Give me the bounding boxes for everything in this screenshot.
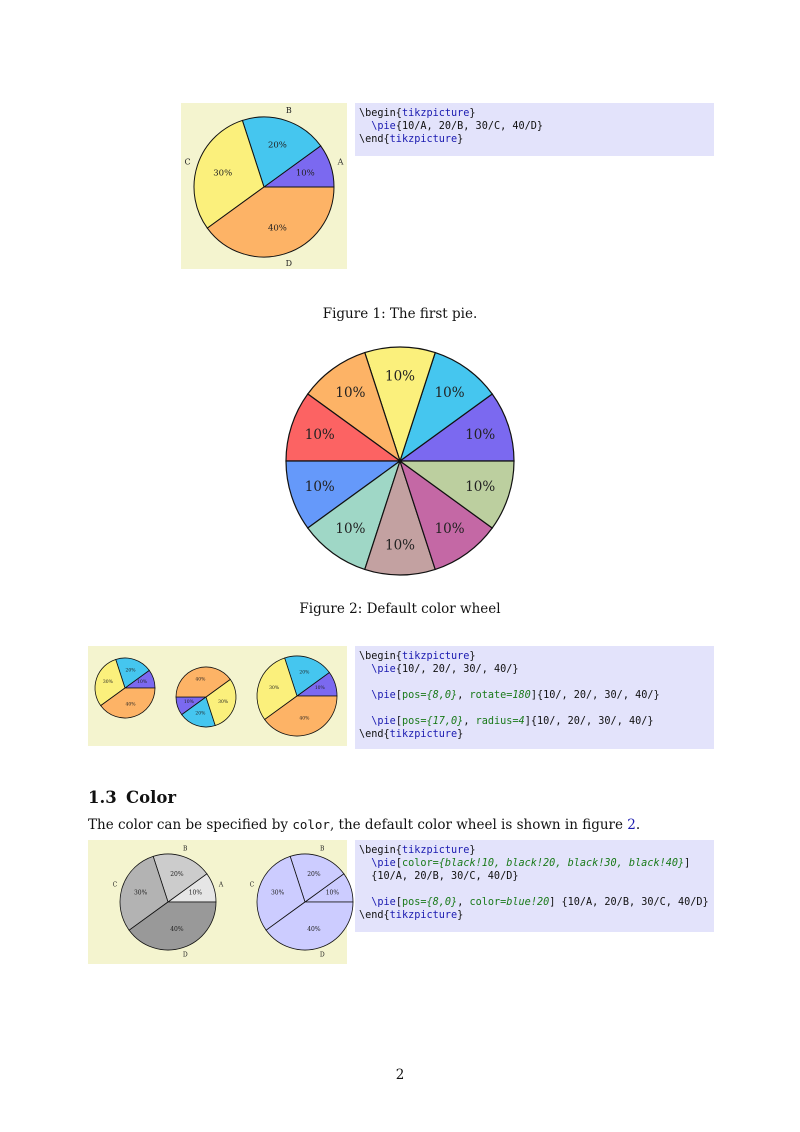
pie-large-radius — [257, 656, 337, 736]
code-line: \begin{tikzpicture} — [359, 651, 476, 662]
pie-default — [95, 658, 155, 718]
slice-percent-label: 10% — [465, 479, 496, 496]
slice-category-label: C — [249, 881, 255, 889]
code-line — [359, 883, 714, 896]
paragraph-code: color — [292, 817, 330, 832]
slice-percent-label: 10% — [434, 521, 465, 538]
slice-category-label: D — [182, 951, 188, 959]
section-heading — [88, 788, 176, 807]
figure2-color-wheel-chart — [278, 341, 522, 585]
slice-percent-label: 20% — [307, 871, 321, 879]
slice-percent-label: 10% — [335, 521, 366, 538]
slice-percent-label: 10% — [314, 686, 325, 692]
slice-percent-label: 20% — [170, 871, 184, 879]
slice-percent-label: 40% — [125, 702, 136, 708]
slice-category-label: A — [337, 157, 344, 167]
pie-A-B-C-D — [184, 106, 343, 268]
slice-category-label: C — [184, 157, 191, 167]
figure1-panel — [181, 103, 347, 269]
figure3-panel — [88, 646, 347, 746]
code-line: \pie{10/, 20/, 30/, 40/} — [371, 664, 519, 675]
slice-percent-label: 40% — [195, 677, 206, 683]
slice-percent-label: 30% — [270, 889, 285, 897]
section-number: 1.3 — [88, 788, 117, 807]
paragraph-text-3: . — [635, 817, 641, 833]
figure3-pie-charts — [88, 646, 347, 746]
slice-percent-label: 40% — [307, 925, 321, 933]
slice-percent-label: 40% — [170, 925, 184, 933]
slice-percent-label: 40% — [267, 223, 287, 234]
pie-rotated — [176, 667, 236, 727]
figure1-pie-chart — [181, 103, 347, 269]
slice-percent-label: 30% — [269, 686, 280, 692]
slice-category-label: B — [183, 845, 188, 853]
slice-percent-label: 10% — [304, 426, 335, 443]
paragraph-text-1: The color can be specified by — [88, 817, 293, 833]
default-color-wheel — [286, 347, 514, 575]
code-line: \pie[pos={8,0}, color=blue!20] {10/A, 20/B, 30/C, 40/D} — [371, 897, 709, 908]
slice-percent-label: 20% — [299, 670, 310, 676]
slice-percent-label: 10% — [304, 479, 335, 496]
code-line: \end{tikzpicture} — [359, 134, 464, 145]
code-line — [359, 702, 714, 715]
slice-category-label: B — [320, 845, 325, 853]
slice-percent-label: 20% — [125, 668, 136, 674]
slice-percent-label: 10% — [335, 384, 366, 401]
page-number: 2 — [395, 1067, 405, 1083]
code-line: \pie[color={black!10, black!20, black!30, black!40}] — [371, 858, 691, 869]
code-line: \pie{10/A, 20/B, 30/C, 40/D} — [371, 121, 544, 132]
body-paragraph — [88, 817, 640, 833]
slice-percent-label: 10% — [384, 537, 416, 554]
slice-percent-label: 10% — [384, 368, 416, 385]
figure1-code-block — [355, 103, 714, 156]
figure4-pie-charts — [88, 840, 347, 964]
slice-percent-label: 30% — [213, 168, 233, 179]
slice-percent-label: 20% — [195, 711, 206, 717]
code-line — [359, 676, 714, 689]
figure3-code-block — [355, 646, 714, 749]
slice-percent-label: 30% — [133, 889, 148, 897]
slice-percent-label: 40% — [299, 716, 310, 722]
slice-category-label: A — [218, 881, 224, 889]
code-line: \begin{tikzpicture} — [359, 108, 476, 119]
slice-percent-label: 30% — [218, 700, 229, 706]
slice-category-label: D — [319, 951, 325, 959]
slice-percent-label: 10% — [188, 889, 203, 897]
code-line: {10/A, 20/B, 30/C, 40/D} — [359, 871, 519, 882]
pie-gray-shades — [113, 845, 224, 958]
slice-percent-label: 10% — [325, 889, 340, 897]
slice-category-label: B — [285, 106, 292, 116]
figure4-panel — [88, 840, 347, 964]
slice-category-label: C — [112, 881, 118, 889]
figure1-caption: Figure 1: The first pie. — [322, 306, 478, 322]
section-title: Color — [126, 788, 177, 807]
slice-percent-label: 30% — [102, 679, 113, 685]
slice-percent-label: 10% — [434, 384, 465, 401]
code-line: \end{tikzpicture} — [359, 729, 464, 740]
slice-percent-label: 10% — [295, 168, 315, 179]
pie-blue — [250, 845, 361, 958]
slice-percent-label: 20% — [267, 140, 287, 151]
code-line: \end{tikzpicture} — [359, 910, 464, 921]
code-line: \pie[pos={17,0}, radius=4]{10/, 20/, 30/, 40/} — [371, 716, 654, 727]
slice-percent-label: 10% — [465, 426, 496, 443]
slice-percent-label: 10% — [183, 700, 194, 706]
code-line: \begin{tikzpicture} — [359, 845, 476, 856]
slice-percent-label: 10% — [137, 679, 148, 685]
figure2-caption: Figure 2: Default color wheel — [299, 601, 501, 617]
code-line: \pie[pos={8,0}, rotate=180]{10/, 20/, 30/, 40/} — [371, 690, 660, 701]
paragraph-text-2: , the default color wheel is shown in figure — [329, 817, 628, 833]
figure-ref-link[interactable]: 2 — [627, 817, 636, 833]
slice-category-label: D — [285, 258, 293, 268]
figure4-code-block — [355, 840, 714, 932]
